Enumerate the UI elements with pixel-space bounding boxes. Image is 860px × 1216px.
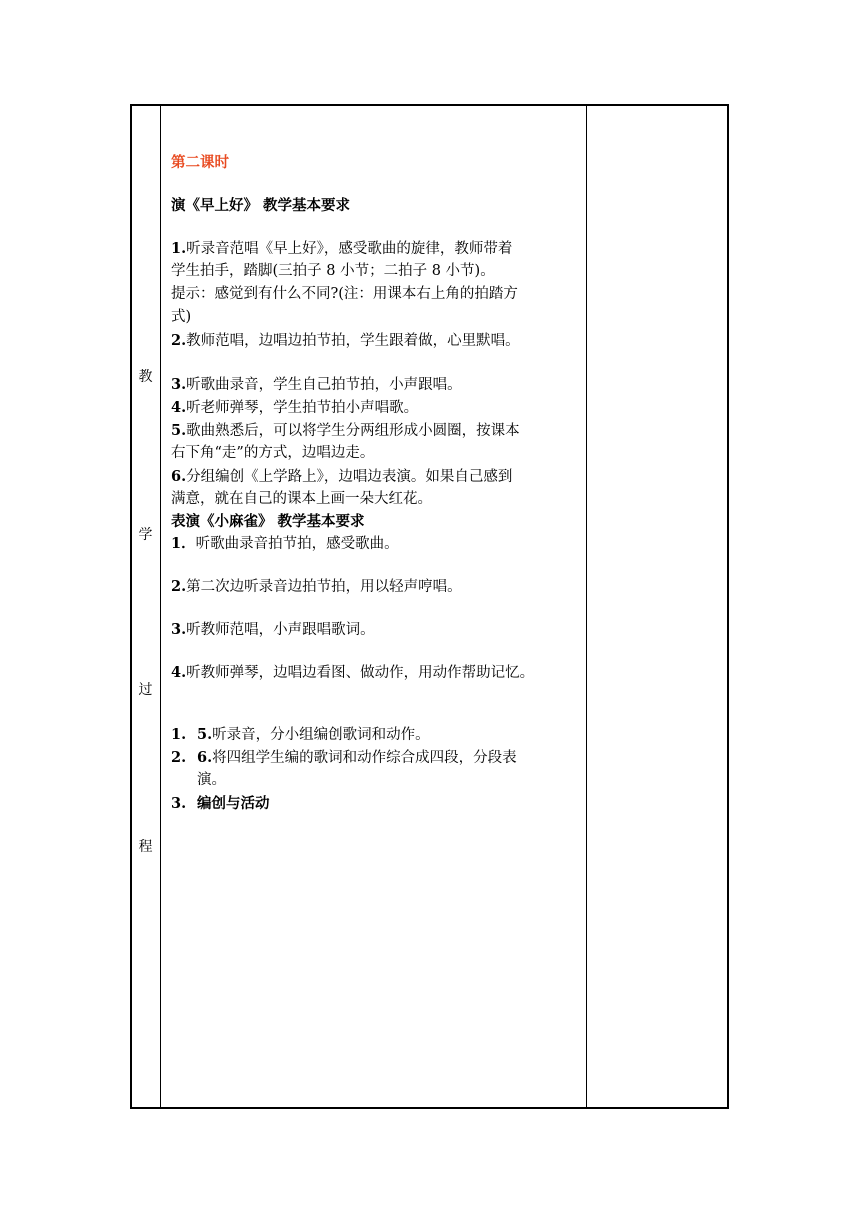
side-label-char: 教 — [138, 369, 153, 385]
lesson-title: 第二课时 — [171, 154, 229, 171]
side-label-char: 学 — [138, 527, 153, 543]
side-label-column — [132, 106, 161, 1107]
step-line: 3.听教师范唱，小声跟唱歌词。 — [171, 621, 375, 638]
step-line: 提示：感觉到有什么不同?(注：用课本右上角的拍踏方 — [171, 286, 518, 302]
step-line: 6.分组编创《上学路上》，边唱边表演。如果自己感到 — [171, 468, 513, 485]
list-item: 2. 6.将四组学生编的歌词和动作综合成四段，分段表 — [171, 749, 517, 766]
step-line: 5.歌曲熟悉后，可以将学生分两组形成小圆圈，按课本 — [171, 422, 520, 439]
side-label-char: 过 — [138, 682, 153, 698]
step-line: 学生拍手，踏脚(三拍子 8 小节；二拍子 8 小节)。 — [171, 263, 495, 279]
section-heading: 演《早上好》 教学基本要求 — [171, 197, 351, 214]
step-line: 3.听歌曲录音，学生自己拍节拍，小声跟唱。 — [171, 376, 462, 393]
step-line: 1.听录音范唱《早上好》，感受歌曲的旋律，教师带着 — [171, 240, 513, 257]
step-line: 右下角“走”的方式，边唱边走。 — [171, 445, 375, 461]
list-item-continuation: 演。 — [197, 772, 226, 788]
lesson-table — [130, 104, 729, 1109]
step-line: 4.听教师弹琴，边唱边看图、做动作，用动作帮助记忆。 — [171, 664, 535, 681]
side-label-char: 程 — [138, 839, 153, 855]
step-line: 式) — [171, 309, 192, 325]
section-heading: 表演《小麻雀》 教学基本要求 — [171, 513, 365, 530]
list-item: 3. 编创与活动 — [171, 795, 270, 812]
notes-column — [587, 106, 727, 1107]
step-line: 1．听歌曲录音拍节拍，感受歌曲。 — [171, 535, 399, 552]
list-item: 1. 5.听录音，分小组编创歌词和动作。 — [171, 726, 430, 743]
step-line: 满意，就在自己的课本上画一朵大红花。 — [171, 491, 432, 507]
step-line: 2.第二次边听录音边拍节拍，用以轻声哼唱。 — [171, 578, 462, 595]
step-line: 2.教师范唱，边唱边拍节拍，学生跟着做，心里默唱。 — [171, 332, 520, 349]
content-column — [161, 106, 587, 1107]
step-line: 4.听老师弹琴，学生拍节拍小声唱歌。 — [171, 399, 419, 416]
